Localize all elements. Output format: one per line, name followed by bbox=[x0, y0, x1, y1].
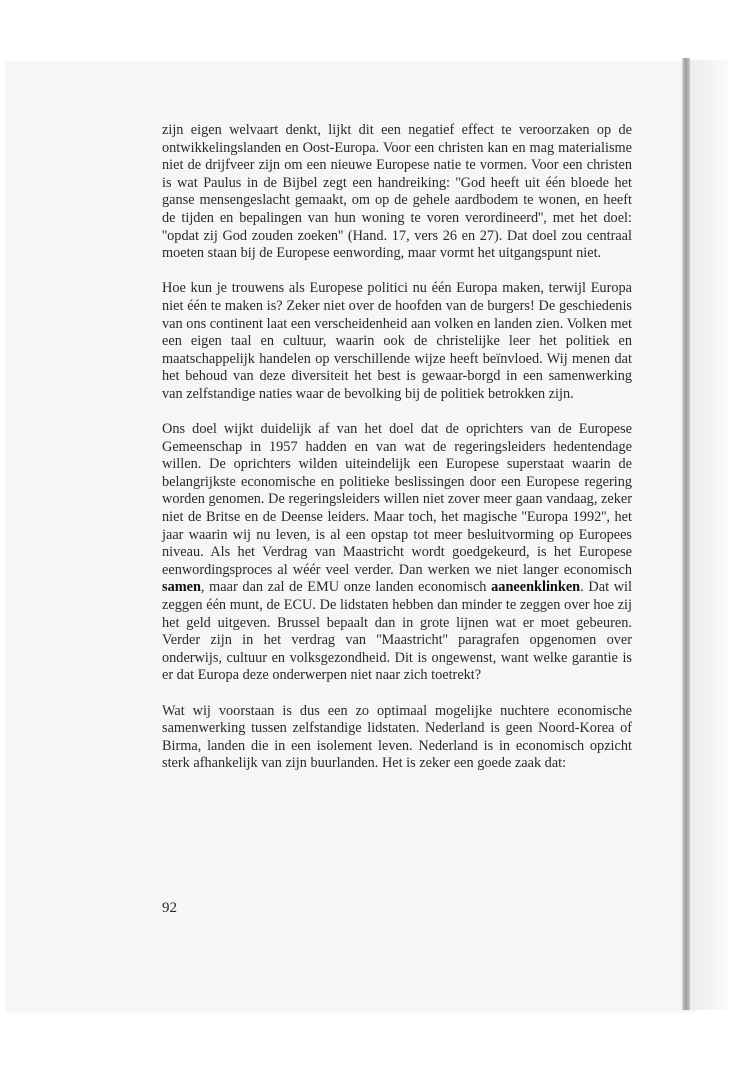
paragraph-4 bbox=[162, 703, 632, 773]
body-text bbox=[162, 122, 632, 791]
paragraph-2 bbox=[162, 280, 632, 403]
bold-term-samen: samen bbox=[162, 579, 201, 596]
text-run: , maar dan zal de EMU onze landen economisch bbox=[200, 579, 492, 596]
text-run: Ons doel wijkt duidelijk af van het doel dat de oprichters van de Europese Gemeenschap in 1957 hadden en van wat de regeringsleiders hedentendage willen. De oprichters wilden uiteindelijk een Europese superstaat waarin de belangrijkste economische en politieke beslissingen door een Europese regering worden genomen. De regeringsleiders willen niet zover meer gaan vandaag, zeker niet de Britse en de Deense leiders. Maar toch, het magische ''Europa 1992'', het jaar waarin wij nu leven, is al een opstap tot meer besluitvorming op Europees niveau. Als het Verdrag van Maastricht wordt goedgekeurd, is het Europese eenwordingsproces al wéér veel verder. Dan werken we niet langer economisch bbox=[162, 421, 632, 578]
text-run: . Dat wil zeggen één munt, de ECU. De lidstaten hebben dan minder te zeggen over hoe zij het geld uitgeven. Brussel bepaalt dan in grote lijnen wat er moet gebeuren. Verder zijn in het verdrag van ''Maastricht'' paragrafen opgenomen over onderwijs, cultuur en volksgezondheid. Dit is ongewenst, want welke garantie is er dat Europa deze onderwerpen niet naar zich toetrekt? bbox=[162, 579, 632, 684]
book-spine-shadow bbox=[682, 58, 690, 1010]
paragraph-3 bbox=[162, 421, 632, 685]
book-page-edge bbox=[690, 60, 728, 1010]
text-run: Wat wij voorstaan is dus een zo optimaal mogelijke nuchtere economische samenwerking tussen zelfstandige lidstaten. Nederland is geen Noord-Korea of Birma, landen die in een isolement leven. Nederland is in economisch opzicht sterk afhankelijk van zijn buurlanden. Het is zeker een goede zaak dat: bbox=[162, 702, 632, 772]
text-run: zijn eigen welvaart denkt, lijkt dit een negatief effect te veroorzaken op de ontwikkelingslanden en Oost-Europa. Voor een christen kan en mag materialisme niet de drijfveer zijn om een nieuwe Europese natie te vormen. Voor een christen is wat Paulus in de Bijbel zegt een handreiking: ''God heeft uit één bloede het ganse mensengeslacht gemaakt, om op de gehele aardbodem te wonen, en heeft de tijden en bepalingen van hun woning te voren verordineerd'', met het doel: ''opdat zij God zouden zoeken'' (Hand. 17, vers 26 en 27). Dat doel zou centraal moeten staan bij de Europese eenwording, maar vormt het uitgangspunt niet. bbox=[162, 122, 632, 262]
paragraph-1 bbox=[162, 122, 632, 263]
text-run: Hoe kun je trouwens als Europese politici nu één Europa maken, terwijl Europa niet één te maken is? Zeker niet over de hoofden van de burgers! De geschiedenis van ons continent laat een verscheidenheid aan volken en landen zien. Volken met een eigen taal en cultuur, waarin ook de christelijke leer het politiek en maatschappelijk handelen op verschillende wijze heeft beïnvloed. Wij menen dat het behoud van deze diversiteit het best is gewaar-borgd in een samenwerking van zelfstandige naties waar de bevolking bij de politiek betrokken zijn. bbox=[162, 280, 632, 402]
bold-term-aaneenklinken: aaneenklinken bbox=[491, 579, 581, 596]
page-number: 92 bbox=[162, 900, 177, 916]
